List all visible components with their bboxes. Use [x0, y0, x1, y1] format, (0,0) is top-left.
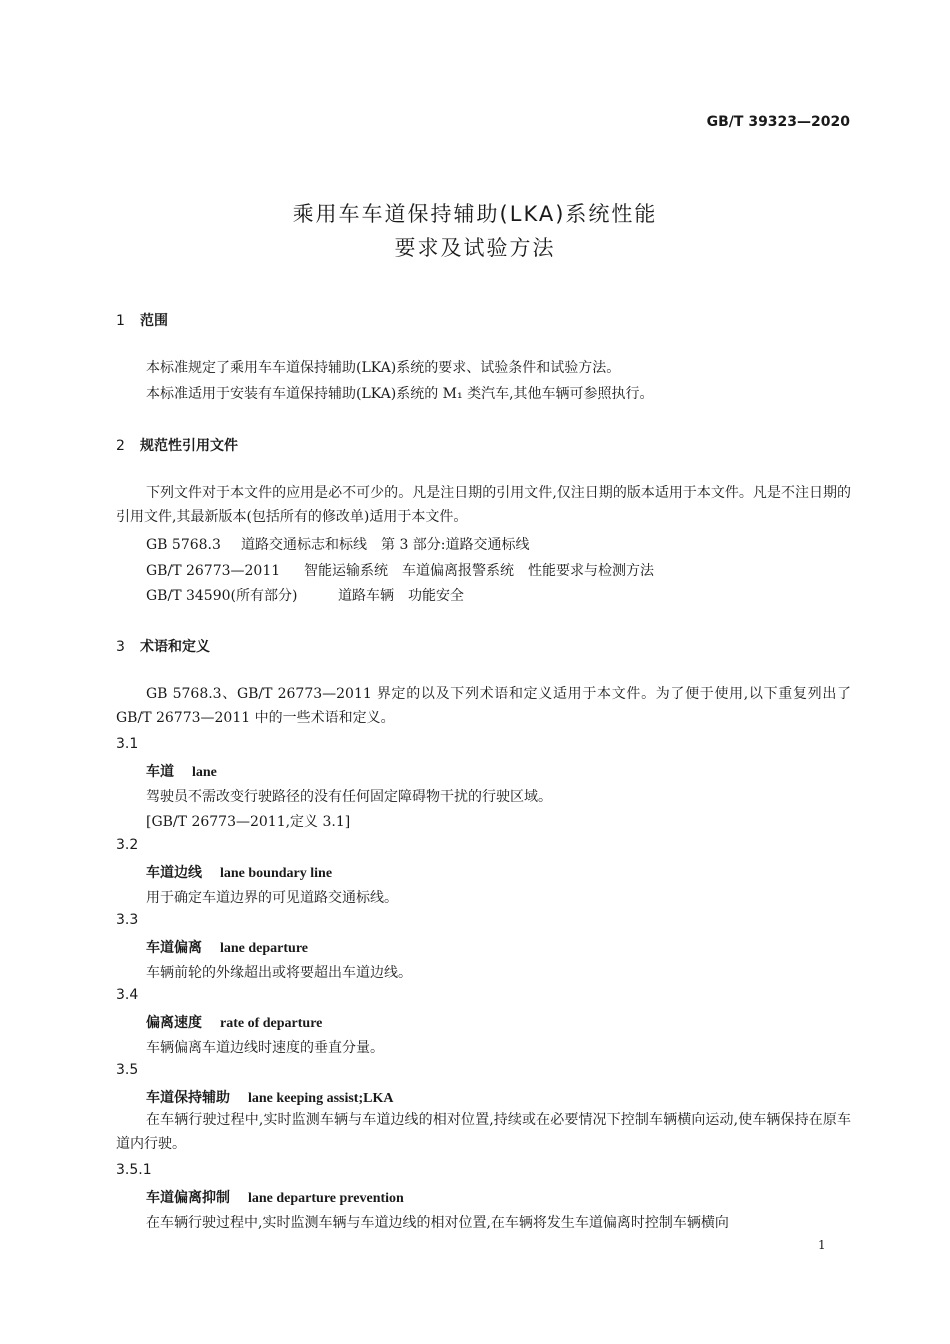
term-zh: 车道偏离抑制 — [146, 1190, 230, 1206]
term-source: [GB/T 26773—2011,定义 3.1] — [146, 814, 351, 830]
reference-item — [146, 534, 530, 554]
reference-name: 道路车辆 功能安全 — [338, 588, 464, 604]
section-title: 规范性引用文件 — [140, 438, 238, 454]
term-heading — [146, 937, 308, 957]
term-heading — [146, 1187, 404, 1207]
reference-code: GB/T 34590(所有部分) — [146, 588, 298, 604]
page-number: 1 — [818, 1238, 826, 1252]
scope-paragraph-2: 本标准适用于安装有车道保持辅助(LKA)系统的 M₁ 类汽车,其他车辆可参照执行。 — [146, 386, 654, 402]
clause-number: 3.4 — [116, 987, 139, 1003]
section-number: 3 — [116, 639, 125, 655]
reference-name: 道路交通标志和标线 第 3 部分:道路交通标线 — [241, 537, 530, 553]
term-zh: 车道保持辅助 — [146, 1090, 230, 1106]
section-number: 2 — [116, 438, 125, 454]
term-definition: 车辆前轮的外缘超出或将要超出车道边线。 — [146, 965, 412, 981]
scope-paragraph-1: 本标准规定了乘用车车道保持辅助(LKA)系统的要求、试验条件和试验方法。 — [146, 360, 621, 376]
section-heading-normative-references — [116, 435, 238, 455]
term-heading — [146, 1012, 322, 1032]
term-heading — [146, 862, 332, 882]
term-zh: 偏离速度 — [146, 1015, 202, 1031]
clause-number: 3.3 — [116, 912, 139, 928]
reference-code: GB/T 26773—2011 — [146, 563, 281, 579]
term-en: lane departure prevention — [248, 1191, 404, 1206]
term-heading — [146, 761, 217, 781]
term-definition: 车辆偏离车道边线时速度的垂直分量。 — [146, 1040, 384, 1056]
clause-number: 3.1 — [116, 736, 139, 752]
document-title-line-2: 要求及试验方法 — [394, 236, 556, 260]
reference-name: 智能运输系统 车道偏离报警系统 性能要求与检测方法 — [304, 563, 654, 579]
section-title: 术语和定义 — [140, 639, 210, 655]
term-en: lane boundary line — [220, 866, 333, 881]
clause-number: 3.2 — [116, 837, 139, 853]
term-en: lane — [192, 765, 217, 780]
term-definition: 驾驶员不需改变行驶路径的没有任何固定障碍物干扰的行驶区域。 — [146, 789, 552, 805]
term-zh: 车道偏离 — [146, 940, 202, 956]
term-en: lane keeping assist;LKA — [248, 1091, 394, 1106]
reference-code: GB 5768.3 — [146, 537, 221, 553]
terms-intro-paragraph: GB 5768.3、GB/T 26773—2011 界定的以及下列术语和定义适用于本文件。为了便于使用,以下重复列出了 GB/T 26773—2011 中的一些术语和定义。 — [116, 686, 851, 726]
clause-number: 3.5.1 — [116, 1162, 152, 1178]
clause-number: 3.5 — [116, 1062, 139, 1078]
term-en: lane departure — [220, 941, 309, 956]
section-number: 1 — [116, 313, 125, 329]
section-heading-scope — [116, 310, 168, 330]
term-definition: 在车辆行驶过程中,实时监测车辆与车道边线的相对位置,在车辆将发生车道偏离时控制车辆横向 — [146, 1215, 729, 1231]
reference-item — [146, 560, 654, 580]
section-heading-terms-definitions — [116, 636, 210, 656]
references-intro-paragraph: 下列文件对于本文件的应用是必不可少的。凡是注日期的引用文件,仅注日期的版本适用于本文件。凡是不注日期的引用文件,其最新版本(包括所有的修改单)适用于本文件。 — [116, 485, 851, 525]
term-heading — [146, 1087, 393, 1107]
term-definition: 用于确定车道边界的可见道路交通标线。 — [146, 890, 398, 906]
standard-number: GB/T 39323—2020 — [706, 114, 850, 130]
document-title-line-1: 乘用车车道保持辅助(LKA)系统性能 — [292, 202, 658, 226]
term-en: rate of departure — [220, 1016, 323, 1031]
term-definition: 在车辆行驶过程中,实时监测车辆与车道边线的相对位置,持续或在必要情况下控制车辆横向运动,使车辆保持在原车道内行驶。 — [116, 1112, 851, 1152]
term-zh: 车道 — [146, 764, 174, 780]
reference-item — [146, 585, 464, 605]
section-title: 范围 — [140, 313, 168, 329]
term-zh: 车道边线 — [146, 865, 202, 881]
